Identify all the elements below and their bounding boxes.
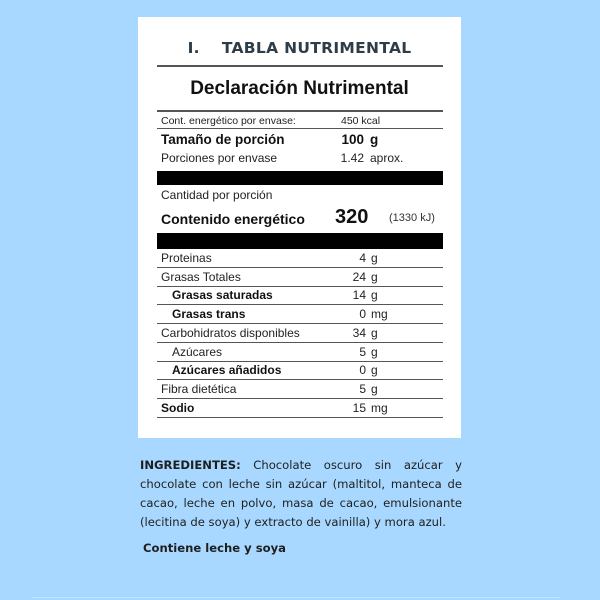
nutrient-unit: g	[371, 344, 378, 359]
nutrient-unit: g	[371, 288, 378, 303]
nutrient-row	[157, 361, 443, 380]
energy-kj: (1330 kJ)	[389, 212, 435, 224]
nutrient-row	[157, 399, 443, 418]
nutrient-value: 24	[352, 269, 366, 284]
nutrient-label: Grasas Totales	[161, 269, 241, 284]
servings-per-package-value: 1.42	[340, 151, 364, 165]
nutrient-label: Carbohidratos disponibles	[161, 325, 300, 340]
nutrient-row	[157, 305, 443, 324]
thick-divider	[157, 233, 443, 249]
energy-value: 320	[335, 206, 369, 228]
servings-per-package-label: Porciones por envase	[161, 151, 278, 165]
nutrient-value: 0	[359, 307, 366, 322]
section-title-text: TABLA NUTRIMENTAL	[221, 39, 412, 57]
nutrient-row	[157, 343, 443, 362]
nutrient-row	[157, 324, 443, 343]
ingredients-body: Chocolate oscuro sin azúcar y chocolate con leche sin azúcar (maltitol, manteca de cacao, leche en polvo, masa de cacao, emulsionante (lecitina de soya) y extracto de vainilla) y mora azul.	[140, 458, 462, 529]
ingredients-heading: INGREDIENTES:	[140, 458, 241, 472]
divider	[157, 128, 443, 129]
serving-size-row	[157, 131, 443, 149]
nutrient-unit: g	[371, 251, 378, 265]
nutrient-value: 5	[359, 381, 366, 396]
nutrient-label: Azúcares añadidos	[172, 363, 282, 378]
nutrient-unit: mg	[371, 307, 388, 322]
servings-per-package-unit: aprox.	[370, 151, 404, 165]
section-number: I.	[187, 39, 200, 57]
amount-per-serving-row	[157, 187, 443, 203]
section-title	[138, 39, 461, 57]
serving-size-unit: g	[370, 132, 379, 147]
nutrient-row	[157, 268, 443, 287]
nutrient-value: 0	[359, 363, 366, 378]
label-title: Declaración Nutrimental	[190, 78, 409, 99]
serving-size-value: 100	[341, 132, 364, 147]
energy-per-package-label: Cont. energético por envase:	[161, 115, 296, 127]
nutrient-row	[157, 286, 443, 305]
nutrient-value: 14	[352, 288, 366, 303]
nutrient-value: 4	[359, 251, 366, 265]
nutrient-unit: g	[371, 269, 378, 284]
nutrient-value: 15	[352, 400, 366, 415]
energy-per-package-row	[157, 113, 443, 129]
nutrient-label: Sodio	[161, 400, 195, 415]
nutrient-unit: g	[371, 325, 378, 340]
divider	[157, 110, 443, 112]
amount-per-serving-label: Cantidad por porción	[161, 188, 273, 202]
serving-size-label: Tamaño de porción	[161, 132, 285, 147]
bottom-divider	[32, 597, 560, 598]
row-divider	[157, 417, 443, 418]
ingredients-text	[140, 456, 462, 532]
allergen-statement: Contiene leche y soya	[143, 541, 286, 555]
divider	[157, 65, 443, 67]
nutrient-row	[157, 380, 443, 399]
nutrient-value: 34	[352, 325, 366, 340]
nutrient-label: Fibra dietética	[161, 381, 237, 396]
nutrient-row	[157, 249, 443, 268]
nutrient-value: 5	[359, 344, 366, 359]
nutrient-unit: g	[371, 381, 378, 396]
nutrient-label: Grasas trans	[172, 307, 246, 322]
nutrient-label: Azúcares	[172, 344, 223, 359]
servings-per-package-row	[157, 150, 443, 168]
nutrient-label: Proteinas	[161, 251, 212, 265]
nutrient-unit: mg	[371, 400, 388, 415]
nutrient-label: Grasas saturadas	[172, 288, 273, 303]
energy-row	[157, 205, 443, 231]
thick-divider	[157, 171, 443, 185]
energy-label: Contenido energético	[161, 211, 305, 227]
nutrition-card	[138, 17, 461, 438]
nutrient-unit: g	[371, 363, 378, 378]
energy-per-package-value: 450 kcal	[341, 115, 381, 127]
